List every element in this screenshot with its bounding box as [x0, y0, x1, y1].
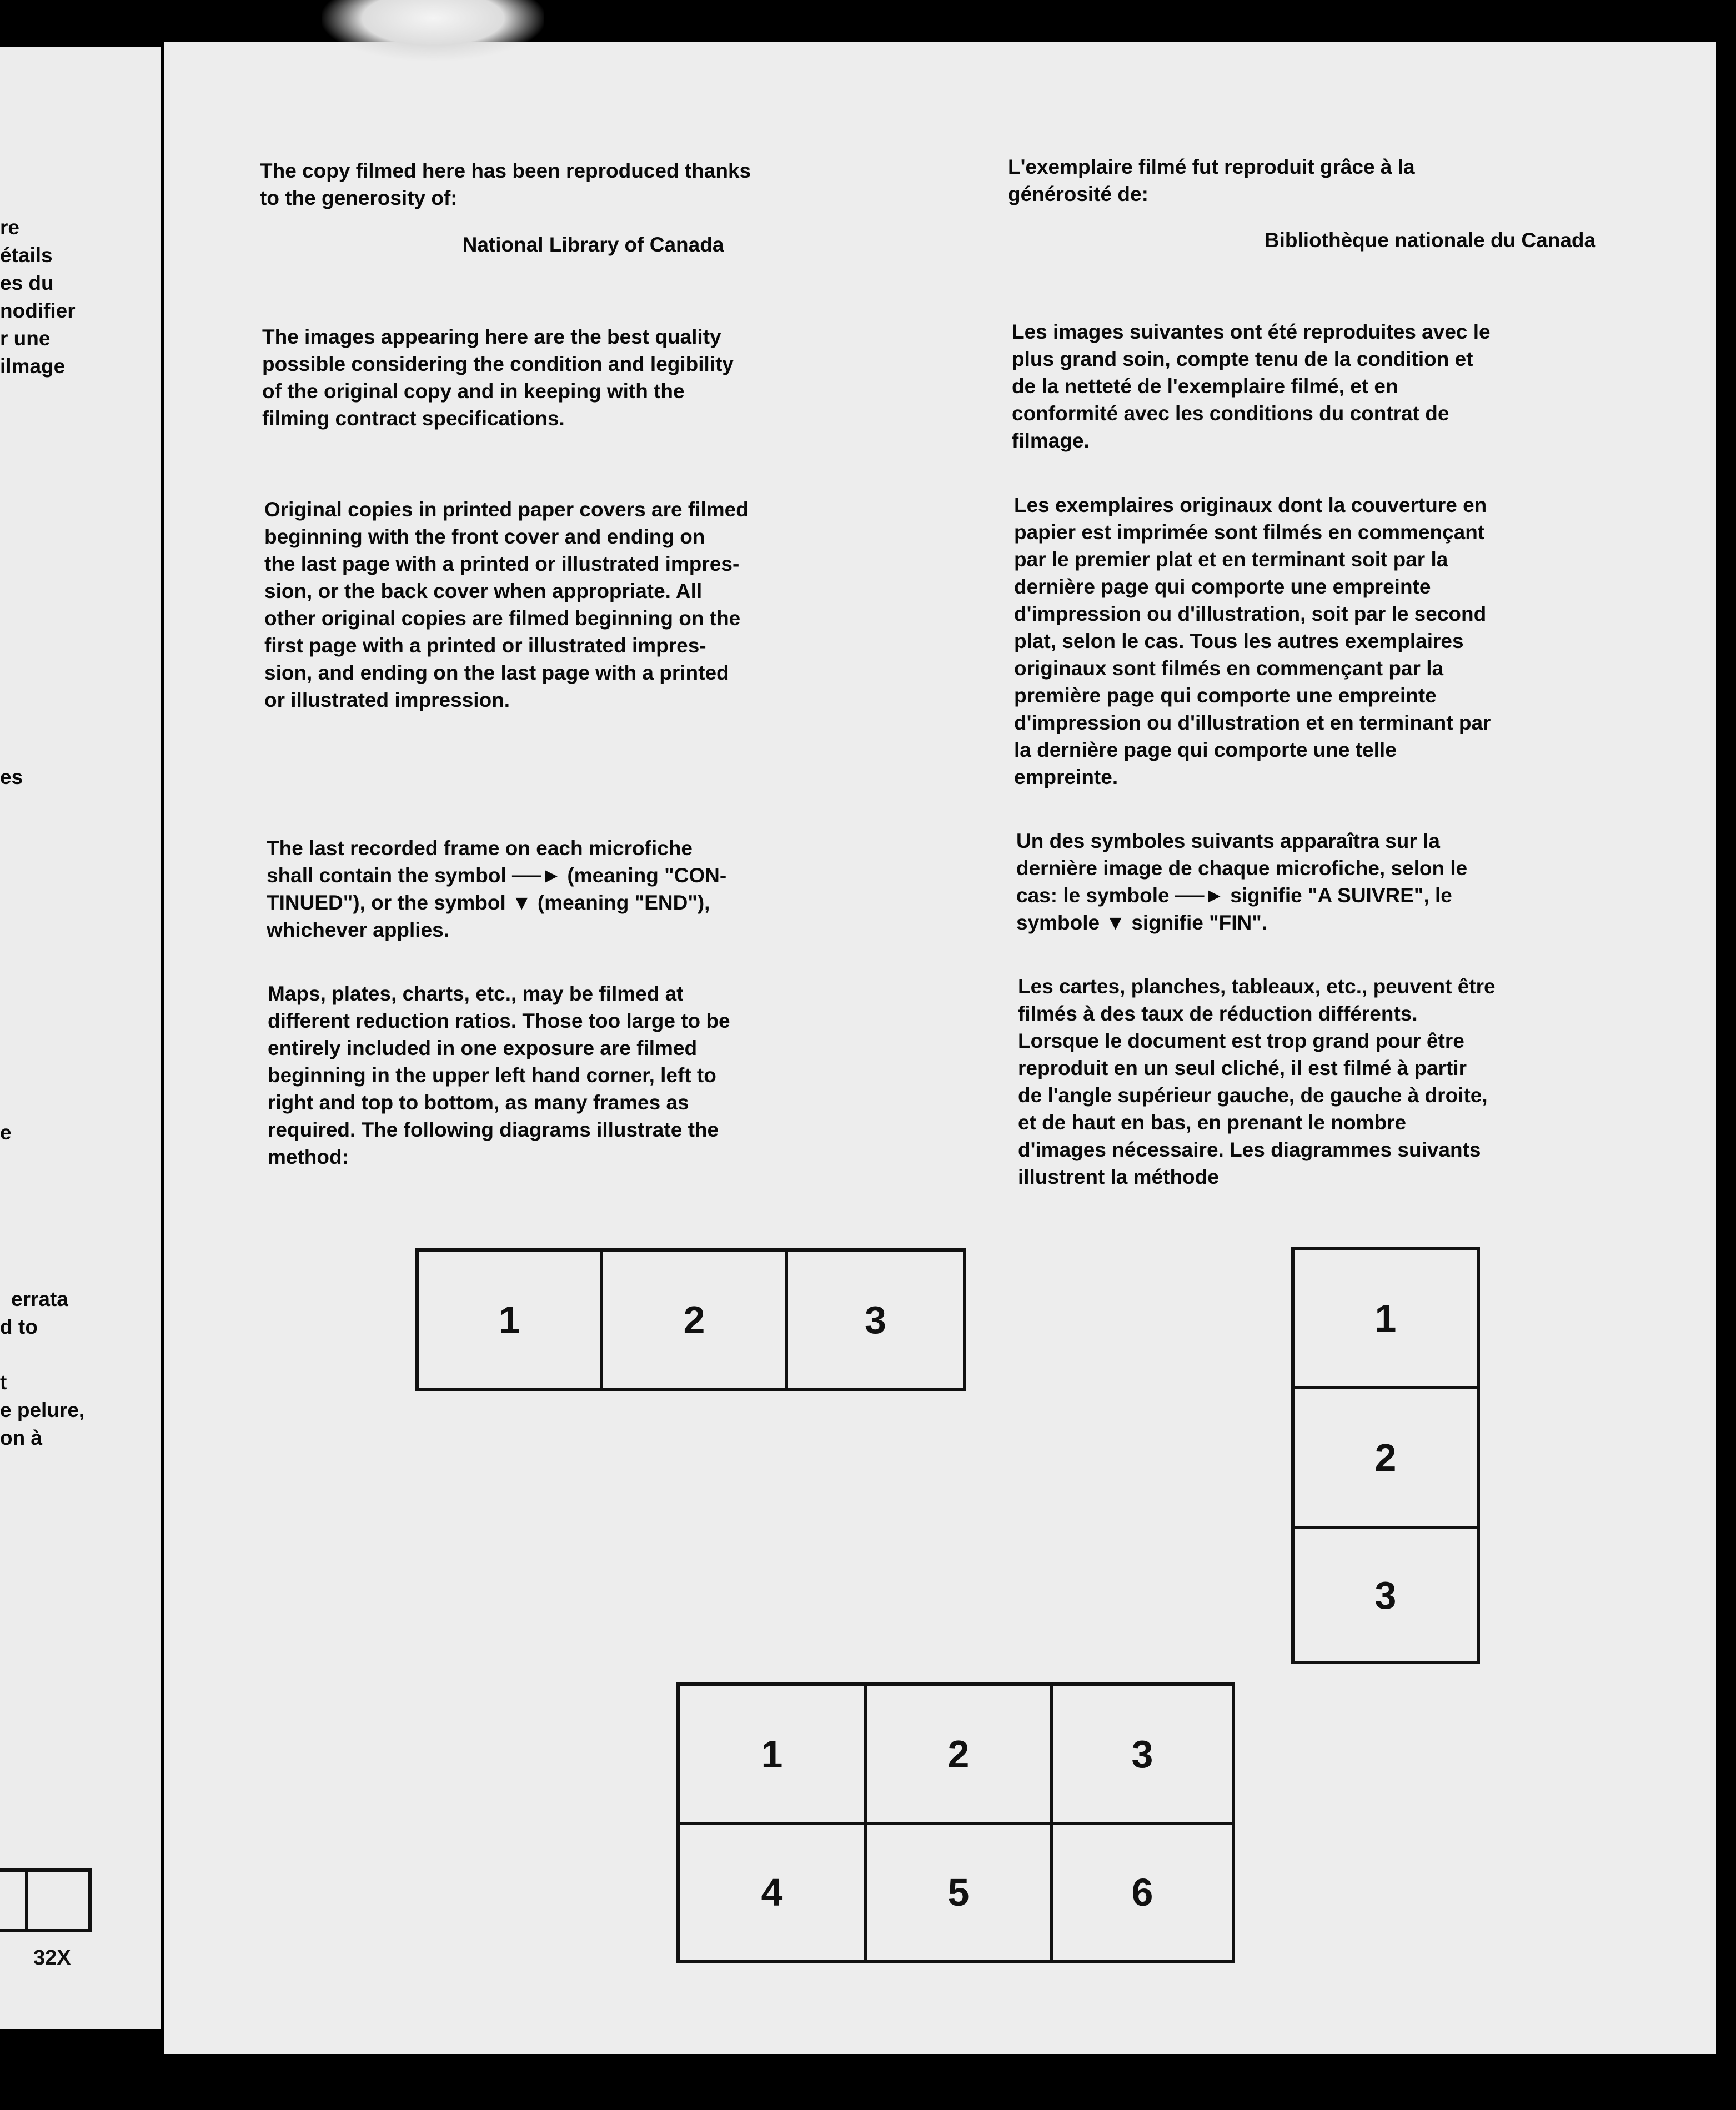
left-fragment: errata	[11, 1288, 68, 1310]
grid-cell-2: 2	[864, 1686, 1050, 1822]
left-fragment: e	[0, 1121, 12, 1144]
row-cell-1: 1	[499, 1298, 520, 1342]
french-institution: Bibliothèque nationale du Canada	[1264, 229, 1596, 252]
torn-corner	[322, 0, 544, 61]
french-quality-paragraph: Les images suivantes ont été reproduites avec le plus grand soin, compte tenu de la condition et de la netteté de l'exemplaire filmé, et en conformité avec les conditions du contrat de filmage.	[1012, 320, 1491, 452]
left-fragment: re	[0, 216, 19, 239]
grid-cell-3: 3	[1050, 1686, 1232, 1822]
left-fragment: r une	[0, 327, 51, 350]
column-diagram	[1291, 1247, 1480, 1664]
english-quality-paragraph: The images appearing here are the best quality possible considering the condition and legibility of the original copy and in keeping with the filming contract specifications.	[262, 325, 734, 430]
left-fragment: nodifier	[0, 299, 76, 322]
french-symbols-paragraph: Un des symboles suivants apparaîtra sur la dernière image de chaque microfiche, selon le cas: le symbole ──► signifie "A SUIVRE", le symbole ▼ signifie "FIN".	[1016, 830, 1468, 934]
english-acknowledgment: The copy filmed here has been reproduced thanks to the generosity of:	[260, 159, 751, 209]
left-fragment: e pelure,	[0, 1399, 85, 1421]
row-diagram	[415, 1248, 966, 1391]
english-covers-paragraph: Original copies in printed paper covers are filmed beginning with the front cover and ending on the last page with a printed or illustrated impres- sion, or the back cover when appropriate. All other original copies are filmed beginning on the first page with a printed or illustrated impres- sion, and ending on the last page with a printed or illustrated impression.	[264, 498, 749, 711]
column-cell-2: 2	[1295, 1386, 1477, 1526]
column-cell-3: 3	[1295, 1526, 1477, 1661]
row-cell-2: 2	[600, 1252, 785, 1388]
left-fragment: d to	[0, 1315, 38, 1338]
left-fragment: es du	[0, 272, 54, 294]
grid-cell-6: 6	[1050, 1822, 1232, 1960]
left-fragment: on à	[0, 1426, 43, 1449]
grid-cell-1: 1	[761, 1732, 783, 1776]
left-fragment: es	[0, 766, 23, 788]
english-symbols-paragraph: The last recorded frame on each microfiche shall contain the symbol ──► (meaning "CON- TINUED"), or the symbol ▼ (meaning "END"), whichever applies.	[267, 837, 727, 941]
grid-diagram	[676, 1682, 1235, 1963]
left-fragment: ilmage	[0, 355, 66, 378]
left-fragment: t	[0, 1371, 7, 1394]
adjacent-page	[0, 47, 161, 2029]
grid-cell-4: 4	[680, 1822, 864, 1960]
english-maps-paragraph: Maps, plates, charts, etc., may be filmed at different reduction ratios. Those too large to be entirely included in one exposure are filmed beginning in the upper left hand corner, left to right and top to bottom, as many frames as required. The following diagrams illustrate the method:	[268, 982, 730, 1168]
reduction-box	[0, 1868, 92, 1932]
english-institution: National Library of Canada	[462, 233, 724, 256]
row-cell-3: 3	[785, 1252, 963, 1388]
french-acknowledgment: L'exemplaire filmé fut reproduit grâce à la générosité de:	[1008, 155, 1415, 205]
french-maps-paragraph: Les cartes, planches, tableaux, etc., peuvent être filmés à des taux de réduction différents. Lorsque le document est trop grand pour être reproduit en un seul cliché, il est filmé à partir de l'angle supérieur gauche, de gauche à droite, et de haut en bas, en prenant le nombre d'images nécessaire. Les diagrammes suivants illustrent la méthode	[1018, 975, 1496, 1188]
column-cell-1: 1	[1374, 1296, 1397, 1340]
french-covers-paragraph: Les exemplaires originaux dont la couverture en papier est imprimée sont filmés en commençant par le premier plat et en terminant soit par la dernière page qui comporte une empreinte d'impression ou d'illustration, soit par le second plat, selon le cas. Tous les autres exemplaires originaux sont filmés en commençant par la première page qui comporte une empreinte d'impression ou d'illustration et en terminant par la dernière page qui comporte une telle empreinte.	[1014, 494, 1491, 788]
reduction-box-divider	[25, 1868, 28, 1932]
left-fragment: étails	[0, 244, 53, 267]
grid-cell-5: 5	[864, 1822, 1050, 1960]
reduction-label: 32X	[33, 1946, 71, 1970]
